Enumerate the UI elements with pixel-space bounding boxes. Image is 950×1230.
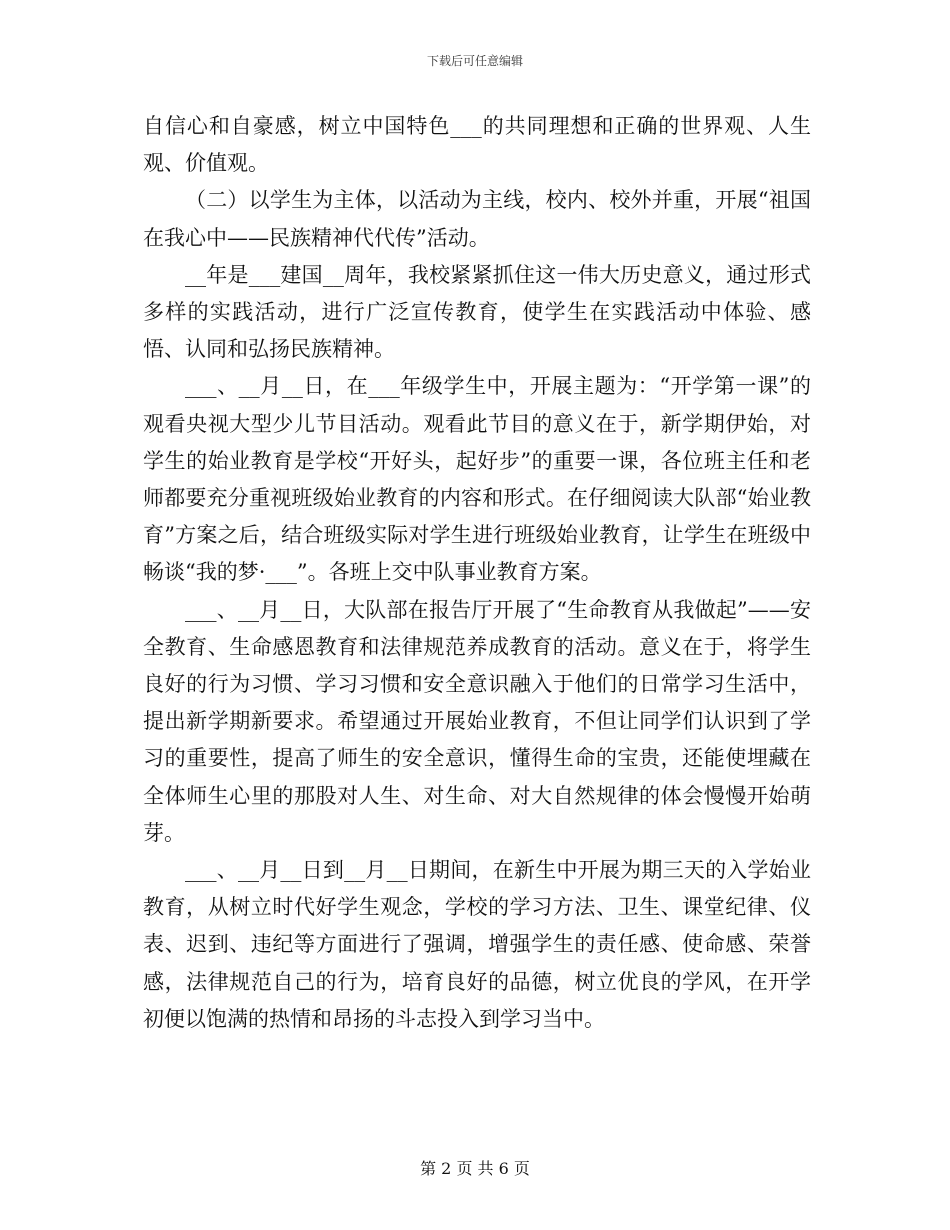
paragraph-first-lesson: ___、__月__日，在___年级学生中，开展主题为：“开学第一课”的观看央视大型少儿节目活动。观看此节目的意义在于，新学期伊始，对学生的始业教育是学校“开好头，起好步”的重要一课，各位班主任和老师都要充分重视班级始业教育的内容和形式。在仔细阅读大队部“始业教育”方案之后，结合班级实际对学生进行班级始业教育，让学生在班级中畅谈“我的梦·___”。各班上交中队事业教育方案。 [143,374,811,585]
paragraph-life-education: ___、__月__日，大队部在报告厅开展了“生命教育从我做起”——安全教育、生命感恩教育和法律规范养成教育的活动。意义在于，将学生良好的行为习惯、学习习惯和安全意识融入于他们的日常学习生活中，提出新学期新要求。希望通过开展始业教育，不但让同学们认识到了学习的重要性，提高了师生的安全意识，懂得生命的宝贵，还能使埋藏在全体师生心里的那股对人生、对生命、对大自然规律的体会慢慢开始萌芽。 [143,597,811,845]
paragraph-orientation: ___、__月__日到__月__日期间，在新生中开展为期三天的入学始业教育，从树立时代好学生观念，学校的学习方法、卫生、课堂纪律、仪表、迟到、违纪等方面进行了强调，增强学生的责任感、使命感、荣誉感，法律规范自己的行为，培育良好的品德，树立优良的学风，在开学初便以饱满的热情和昂扬的斗志投入到学习当中。 [143,858,811,1031]
page-header-note: 下载后可任意编辑 [426,54,523,68]
page-number: 第 2 页 共 6 页 [420,1159,530,1178]
paragraph-continuation: 自信心和自豪感，树立中国特色___的共同理想和正确的世界观、人生观、价值观。 [143,114,811,176]
document-body [143,108,811,1038]
paragraph-section-heading: （二）以学生为主体，以活动为主线，校内、校外并重，开展“祖国在我心中——民族精神代代传”活动。 [143,188,811,250]
paragraph-anniversary: __年是___建国__周年，我校紧紧抓住这一伟大历史意义，通过形式多样的实践活动，进行广泛宣传教育，使学生在实践活动中体验、感悟、认同和弘扬民族精神。 [143,262,811,362]
